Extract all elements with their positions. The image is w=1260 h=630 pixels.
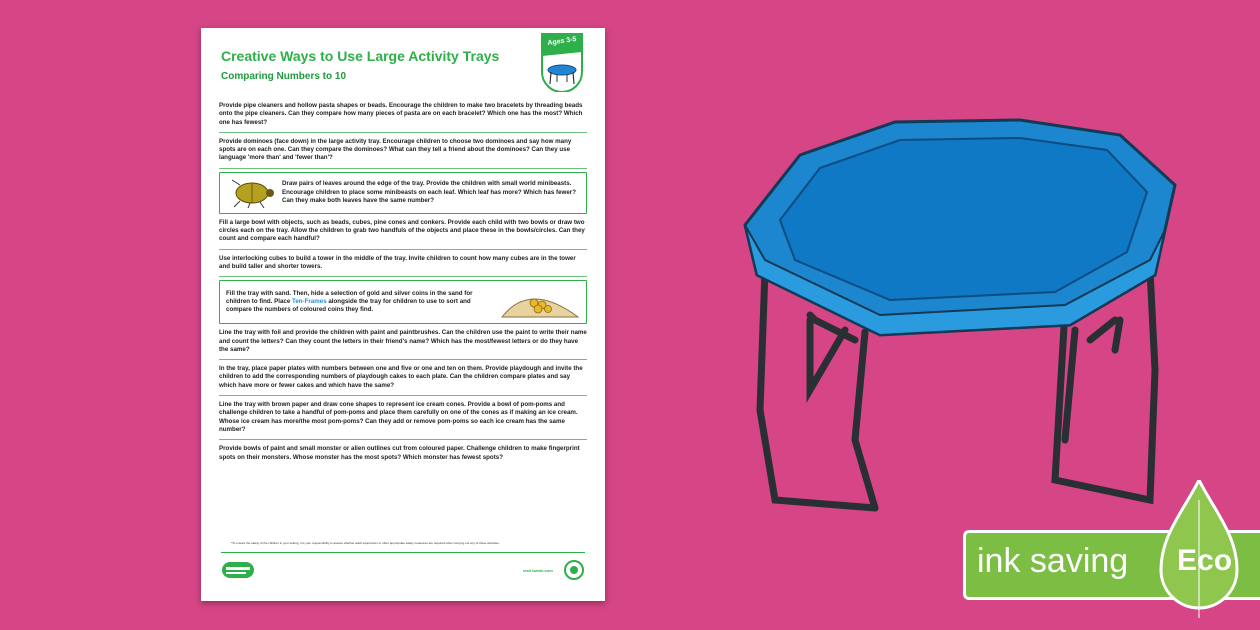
activity-item: Line the tray with brown paper and draw cone shapes to represent ice cream cones. Provide a bowl of pom-poms and challenge children to take a handful of pom-poms and place them carefully on one of the cones as if making an ice cream. Whose ice cream has more/the most pom-poms? Can they add or remove pom-poms so each ice cream has the same number? <box>219 399 587 440</box>
age-badge-label: Ages 3-5 <box>547 36 577 47</box>
sand-coins-icon <box>500 285 580 319</box>
safety-note: *To ensure the safety of the children in your setting, it is your responsibility to assess whether adult supervision or other appropriate safety measures are required when carrying out any of these activities. <box>231 541 500 545</box>
sand-text-before: Fill the tray with sand. Then, hide a selection of gold and silver coins in the sand for children to find. Place <box>226 289 473 306</box>
activity-item-minibeasts <box>219 172 587 214</box>
visit-link[interactable]: visit twinkl.com <box>523 568 553 573</box>
sand-text-after: alongside the tray for children to use to sort and compare the numbers of coloured coins they find. <box>226 298 471 314</box>
activity-list <box>219 100 587 470</box>
page-subtitle: Comparing Numbers to 10 <box>221 71 347 82</box>
ten-frames-link[interactable]: Ten-Frames <box>292 298 327 306</box>
activity-item: Line the tray with foil and provide the children with paint and paintbrushes. Can the children use the paint to write their name and count the letters? Can they count the letters in their friend's name? Which has the most/fewest letters or do they have the same? <box>219 327 587 360</box>
activity-tray-illustration <box>735 110 1185 520</box>
activity-item: Provide pipe cleaners and hollow pasta shapes or beads. Encourage the children to make two bracelets by threading beads onto the pipe cleaners. Can they compare how many pieces of pasta are on each bracelet? Which one has the most? Which one has fewest? <box>219 100 587 133</box>
ink-saving-label: ink saving <box>977 542 1129 580</box>
age-badge <box>539 32 585 92</box>
activity-item: Use interlocking cubes to build a tower in the middle of the tray. Invite children to count how many cubes are in the tower and build taller and shorter towers. <box>219 253 587 278</box>
activity-item: Provide bowls of paint and small monster or alien outlines cut from coloured paper. Challenge children to make fingerprint spots on their monsters. Whose monster has the most spots? Which monster has fewest spots? <box>219 445 580 461</box>
page-title: Creative Ways to Use Large Activity Trays <box>221 48 500 64</box>
quality-badge-icon <box>563 559 585 581</box>
beetle-icon <box>226 177 276 209</box>
twinkl-foundations-logo-icon <box>221 559 255 581</box>
activity-item-sand <box>219 280 587 324</box>
activity-item-text <box>226 290 494 315</box>
activity-item: Provide dominoes (face down) in the large activity tray. Encourage children to choose two dominoes and say how many spots are on each one. Can they compare the dominoes? What can they tell a friend about the dominoes? Can they use language 'more than' and 'fewer than'? <box>219 136 587 169</box>
activity-item: In the tray, place paper plates with numbers between one and five or one and ten on them. Provide playdough and invite the children to add the corresponding numbers of playdough cakes to each plate. Can the children compare plates and say which have more or fewer cakes and which have the same? <box>219 363 587 396</box>
activity-sheet <box>201 28 605 601</box>
ink-saving-eco-banner <box>963 530 1260 600</box>
footer-divider <box>221 552 585 553</box>
activity-item: Fill a large bowl with objects, such as beads, cubes, pine cones and conkers. Provide each child with two bowls or draw two circles each on the tray. Allow the children to grab two handfuls of the objects and place these in the bowls/circles. Can they count and compare each handful? <box>219 217 587 250</box>
activity-item-text: Draw pairs of leaves around the edge of the tray. Provide the children with small world minibeasts. Encourage children to place some minibeasts on each leaf. Which leaf has more? Which has fewer? Can they make both leaves have the same number? <box>282 180 576 204</box>
eco-label: Eco <box>1177 544 1233 577</box>
